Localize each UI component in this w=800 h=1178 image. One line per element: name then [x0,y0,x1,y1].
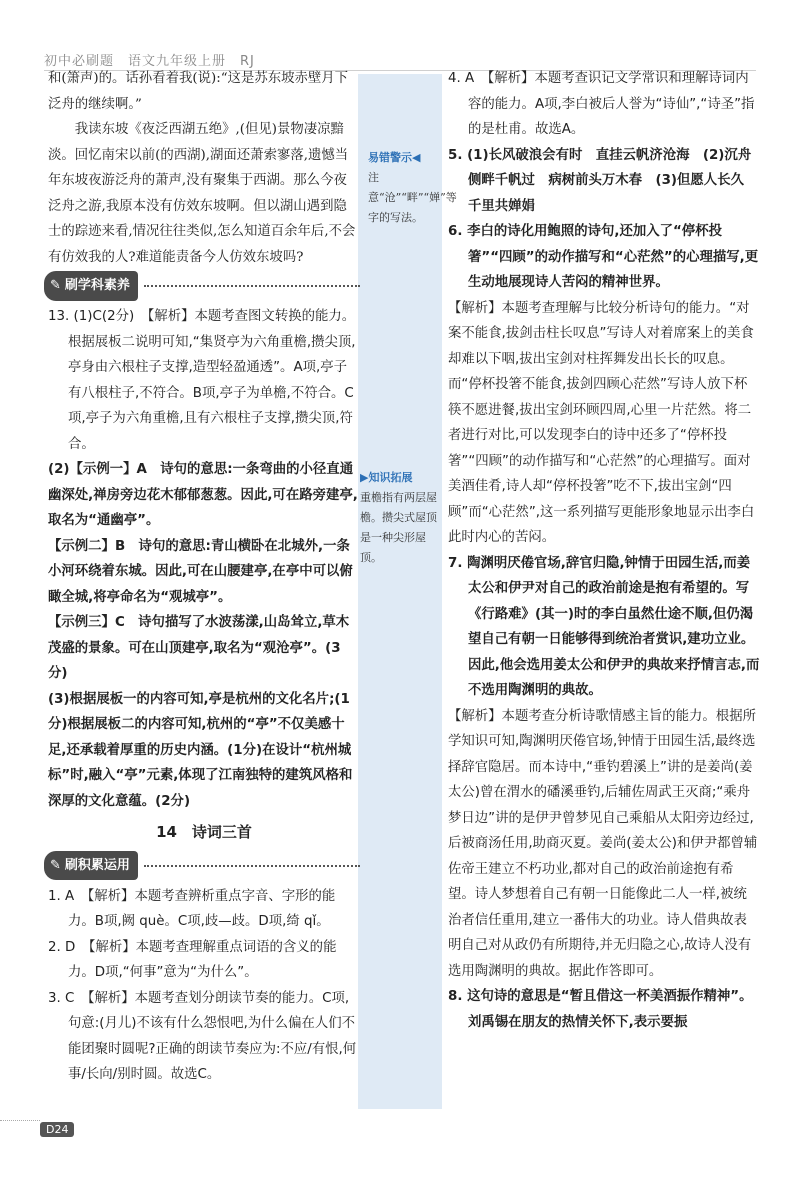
note-body: 重檐指有两层屋檐。攒尖式屋顶是一种尖形屋顶。 [360,491,437,564]
running-header: 初中必刷题 语文九年级上册 RJ [44,54,255,69]
dotted-divider [144,865,360,867]
section-label: 刷学科素养 [64,278,130,294]
answer-13-2: (2)【示例一】A 诗句的意思:一条弯曲的小径直通幽深处,禅房旁边花木郁郁葱葱。因此,可在路旁建亭,取名为“通幽亭”。 [48,462,358,528]
translation-p2: 我读东坡《夜泛西湖五绝》,(但见)景物凄凉黯淡。回忆南宋以前(的西湖),湖面还萧索寥落,遗憾当年东坡夜游泛舟的萧声,没有聚集于西湖。那么今夜泛舟之游,我原本没有仿效东坡啊。但以湖山遇到隐士的踪迹来看,情况往往类似,怎么知道百余年后,不会有仿效我的人?难道能责备今人仿效东坡吗? [48,122,356,265]
answer-1: 1. A 【解析】本题考查辨析重点字音、字形的能力。B项,阙 què。C项,歧—歧。D项,绮 qǐ。 [48,888,336,929]
footer-rule [0,1120,40,1141]
analysis-7: 【解析】本题考查分析诗歌情感主旨的能力。根据所学知识可知,陶渊明厌倦官场,钟情于田园生活,最终选择辞官隐居。而本诗中,“垂钓碧溪上”讲的是姜尚(姜太公)曾在渭水的磻溪垂钓,后辅佐周武王灭商;“乘舟梦日边”讲的是伊尹曾梦见自己乘船从太阳旁边经过,后被商汤任用,助商灭夏。姜尚(姜太公)和伊尹都曾辅佐帝王建立不朽功业,都对自己的政治前途抱有希望。诗人梦想着自己有朝一日能像此二人一样,被统治者信任重用,建立一番伟大的功业。诗人借典故表明自己对从政仍有所期待,并无归隐之心,故诗人没有选用陶渊明的典故。据此作答即可。 [448,708,758,979]
left-column [48,66,360,1088]
section-label: 刷积累运用 [64,857,130,873]
right-column [448,66,760,1035]
book-icon: ✎ [50,857,61,873]
note-body: 注意“沧”“畔”“婵”等字的写法。 [368,171,457,224]
section-header-xueke [44,272,360,300]
answer-7: 7. 陶渊明厌倦官场,辞官归隐,钟情于田园生活,而姜太公和伊尹对自己的政治前途是抱有希望的。写《行路难》(其一)时的李白虽然仕途不顺,但仍渴望自己有朝一日能够得到统治者赏识,建功立业。因此,他会选用姜太公和伊尹的典故来抒情言志,而不选用陶渊明的典故。 [448,555,760,698]
book-icon: ✎ [50,278,61,294]
answer-3: 3. C 【解析】本题考查划分朗读节奏的能力。C项,句意:(月儿)不该有什么怨恨吧,为什么偏在人们不能团聚时圆呢?正确的朗读节奏应为:不应/有恨,何事/长向/别时圆。故选C。 [48,990,357,1082]
translation-p1: 和(箫声)的。话孙看着我(说):“这是苏东坡赤壁月下泛舟的继续啊。” [48,71,349,112]
answer-13-1: 13. (1)C(2分) 【解析】本题考查图文转换的能力。根据展板二说明可知,“集贤亭为六角重檐,攒尖顶,亭身由六根柱子支撑,造型轻盈通透”。A项,亭子有八根柱子,不符合。B项,亭子为单檐,不符合。C项,亭子为六角重檐,且有六根柱子支撑,攒尖顶,符合。 [48,309,356,452]
section-header-jilei [44,852,360,880]
answer-13-example3: 【示例三】C 诗句描写了水波荡漾,山岛耸立,草木茂盛的景象。可在山顶建亭,取名为“观沧亭”。(3分) [48,615,350,681]
analysis-6: 【解析】本题考查理解与比较分析诗句的能力。“对案不能食,拔剑击柱长叹息”写诗人对着席案上的美食却难以下咽,拔出宝剑对柱挥舞发出长长的叹息。而“停杯投箸不能食,拔剑四顾心茫然”写诗人放下杯筷不愿进餐,拔出宝剑环顾四周,心里一片茫然。将二者进行对比,可以发现李白的诗中还多了“停杯投箸”“四顾”的动作描写和“心茫然”的心理描写。面对美酒佳肴,诗人却“停杯投箸”吃不下,拔出宝剑“四顾”而“心茫然”,这一系列描写更能形象地显示出李白此时内心的苦闷。 [448,300,755,545]
answer-8: 8. 这句诗的意思是“暂且借这一杯美酒振作精神”。刘禹锡在朋友的热情关怀下,表示要振 [448,989,753,1030]
answer-5: 5. (1)长风破浪会有时 直挂云帆济沧海 (2)沉舟侧畔千帆过 病树前头万木春 (3)但愿人长久 千里共婵娟 [448,147,758,214]
answer-6: 6. 李白的诗化用鲍照的诗句,还加入了“停杯投箸”“四顾”的动作描写和“心茫然”的心理描写,更生动地展现诗人苦闷的精神世界。 [448,224,759,290]
note-title: 易错警示◀ [368,151,421,164]
answer-2: 2. D 【解析】本题考查理解重点词语的含义的能力。D项,“何事”意为“为什么”。 [48,939,337,980]
answer-13-3: (3)根据展板一的内容可知,亭是杭州的文化名片;(1分)根据展板二的内容可知,杭州的“亭”不仅美感十足,还承载着厚重的历史内涵。(1分)在设计“杭州城标”时,融入“亭”元素,体现了江南独特的建筑风格和深厚的文化意蕴。(2分) [48,691,353,809]
lesson-title: 14 诗词三首 [156,823,252,841]
note-title: ▶知识拓展 [360,471,413,484]
dotted-divider [144,285,360,287]
margin-strip [358,74,457,1109]
note-knowledge [360,468,438,568]
note-error-warning [368,148,457,228]
answer-13-example2: 【示例二】B 诗句的意思:青山横卧在北城外,一条小河环绕着东城。因此,可在山腰建亭,在亭中可以俯瞰全城,将亭命名为“观城亭”。 [48,538,353,605]
answer-4: 4. A 【解析】本题考查识记文学常识和理解诗词内容的能力。A项,李白被后人誉为“诗仙”,“诗圣”指的是杜甫。故选A。 [448,71,755,137]
page-number: D24 [40,1122,74,1137]
